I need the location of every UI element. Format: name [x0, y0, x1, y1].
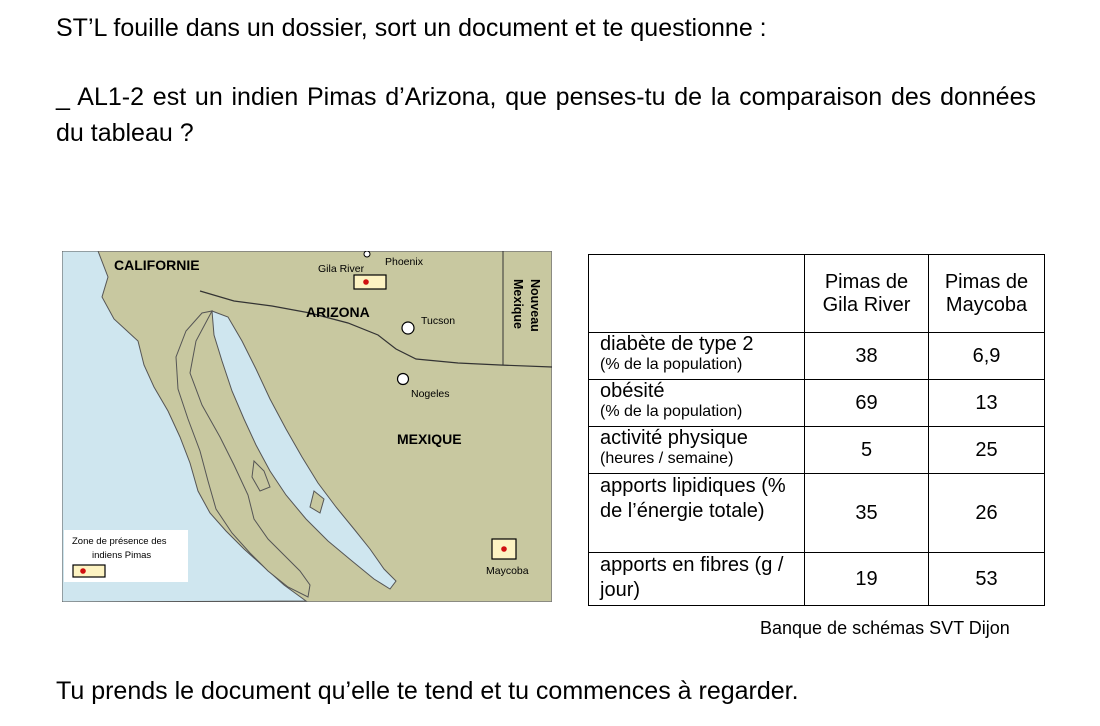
row-label-obesity: obésité (% de la population) [589, 380, 805, 427]
label-maycoba: Maycoba [486, 565, 529, 577]
label-california: CALIFORNIE [114, 257, 200, 273]
table-row [589, 474, 1045, 553]
row-label-activity: activité physique (heures / semaine) [589, 427, 805, 474]
label-nouveau: Nouveau [528, 279, 542, 332]
table-row [589, 553, 1045, 606]
legend-text-1: Zone de présence des [72, 536, 167, 547]
gila-river-city-icon [364, 251, 370, 257]
cell-lipids-maycoba: 26 [929, 474, 1045, 553]
label-phoenix: Phoenix [385, 256, 423, 268]
gila-river-dot-icon [363, 279, 369, 285]
cell-obesity-gila: 69 [805, 380, 929, 427]
legend-dot-icon [80, 568, 86, 574]
label-gila-river: Gila River [318, 263, 365, 275]
table-row [589, 380, 1045, 427]
comparison-table [588, 254, 1045, 606]
table-row [589, 333, 1045, 380]
header-maycoba: Pimas de Maycoba [929, 255, 1045, 333]
empty-header-cell [589, 255, 805, 333]
pimas-map [62, 251, 552, 602]
table-row [589, 427, 1045, 474]
cell-fibres-gila: 19 [805, 553, 929, 606]
cell-lipids-gila: 35 [805, 474, 929, 553]
question-paragraph: _ AL1-2 est un indien Pimas d’Arizona, que penses-tu de la comparaison des données du tableau ? [56, 83, 1036, 147]
legend-marker-icon [73, 565, 105, 577]
cell-activity-maycoba: 25 [929, 427, 1045, 474]
source-credit: Banque de schémas SVT Dijon [760, 618, 1010, 638]
cell-activity-gila: 5 [805, 427, 929, 474]
cell-obesity-maycoba: 13 [929, 380, 1045, 427]
header-gila-river: Pimas de Gila River [805, 255, 929, 333]
label-mexique: MEXIQUE [397, 431, 462, 447]
cell-diabetes-gila: 38 [805, 333, 929, 380]
cell-diabetes-maycoba: 6,9 [929, 333, 1045, 380]
row-label-lipids: apports lipidiques (% de l’énergie totale) [589, 474, 805, 553]
legend-text-2: indiens Pimas [92, 550, 152, 561]
row-label-diabetes: diabète de type 2 (% de la population) [589, 333, 805, 380]
label-nogeles: Nogeles [411, 388, 450, 400]
label-tucson: Tucson [421, 315, 456, 327]
cell-fibres-maycoba: 53 [929, 553, 1045, 606]
tucson-city-icon [402, 322, 414, 334]
closing-paragraph: Tu prends le document qu’elle te tend et tu commences à regarder. [56, 677, 799, 705]
label-mexique-state: Mexique [511, 279, 525, 330]
row-label-fibres: apports en fibres (g / jour) [589, 553, 805, 606]
nogeles-city-icon [398, 374, 409, 385]
label-arizona: ARIZONA [306, 304, 370, 320]
maycoba-dot-icon [501, 546, 507, 552]
intro-paragraph: ST’L fouille dans un dossier, sort un document et te questionne : [56, 14, 767, 42]
table-header-row [589, 255, 1045, 333]
gila-river-zone-marker-icon [354, 275, 386, 289]
